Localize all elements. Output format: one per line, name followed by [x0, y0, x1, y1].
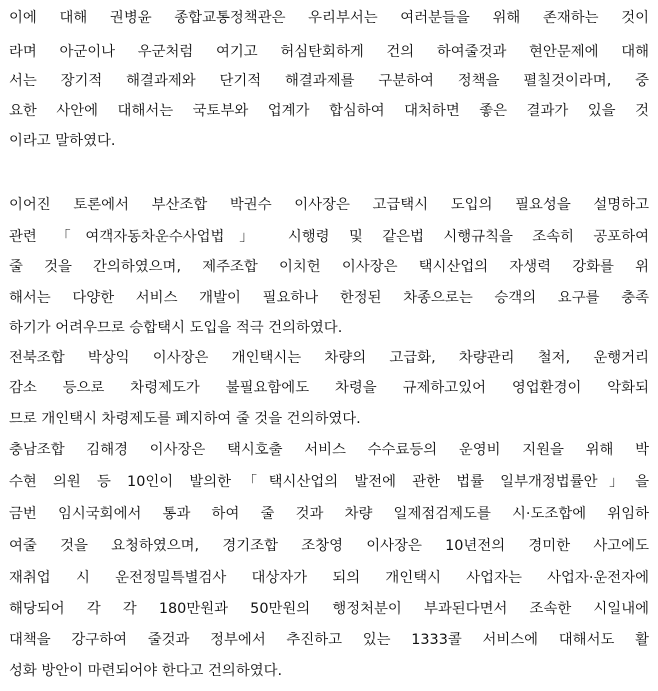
text-line: 이어진 토론에서 부산조합 박권수 이사장은 고급택시 도입의 필요성을 설명하고: [9, 197, 649, 213]
text-line: 서는 장기적 해결과제와 단기적 해결과제를 구분하여 정책을 펼칠것이라며, 중: [9, 73, 649, 89]
text-line: 이라고 말하였다.: [9, 133, 116, 149]
text-line: 대책을 강구하여 줄것과 정부에서 추진하고 있는 1333콜 서비스에 대해서도 활: [9, 632, 649, 648]
text-line: 줄 것을 간의하였으며, 제주조합 이치헌 이사장은 택시산업의 자생력 강화를 위: [9, 259, 649, 275]
text-line: 금번 임시국회에서 통과 하여 줄 것과 차량 일제점검제도를 시·도조합에 위임하: [9, 506, 649, 522]
text-line: 하기가 어려우므로 승합택시 도입을 적극 건의하였다.: [9, 320, 343, 336]
text-line: 충남조합 김해경 이사장은 택시호출 서비스 수수료등의 운영비 지원을 위해 박: [9, 442, 649, 458]
text-line: 해서는 다양한 서비스 개발이 필요하나 한정된 차종으로는 승객의 요구를 충족: [9, 290, 649, 306]
text-line: 수현 의원 등 10인이 발의한「택시산업의 발전에 관한 법률 일부개정법률안」을: [9, 474, 649, 490]
text-line: 이에 대해 권병윤 종합교통정책관은 우리부서는 여러분들을 위해 존재하는 것이: [9, 10, 649, 26]
text-line: 므로 개인택시 차령제도를 폐지하여 줄 것을 건의하였다.: [9, 411, 361, 427]
text-line: 관련 「여객자동차운수사업법」 시행령 및 같은법 시행규칙을 조속히 공포하여: [9, 229, 649, 245]
text-line: 여줄 것을 요청하였으며, 경기조합 조창영 이사장은 10년전의 경미한 사고에도: [9, 538, 649, 554]
text-line: 감소 등으로 차령제도가 불필요함에도 차령을 규제하고있어 영업환경이 악화되: [9, 380, 649, 396]
text-line: 성화 방안이 마련되어야 한다고 건의하였다.: [9, 663, 283, 679]
text-line: 전북조합 박상익 이사장은 개인택시는 차량의 고급화, 차량관리 철저, 운행거리: [9, 350, 649, 366]
text-line: 요한 사안에 대해서는 국토부와 업계가 합심하여 대처하면 좋은 결과가 있을 것: [9, 103, 649, 119]
text-line: 해당되어 각 각 180만원과 50만원의 행정처분이 부과된다면서 조속한 시일내에: [9, 601, 649, 617]
text-line: 라며 아군이나 우군처럼 여기고 허심탄회하게 건의 하여줄것과 현안문제에 대해: [9, 44, 649, 60]
text-line: 재취업 시 운전정밀특별검사 대상자가 되의 개인택시 사업자는 사업자·운전자에: [9, 570, 649, 586]
